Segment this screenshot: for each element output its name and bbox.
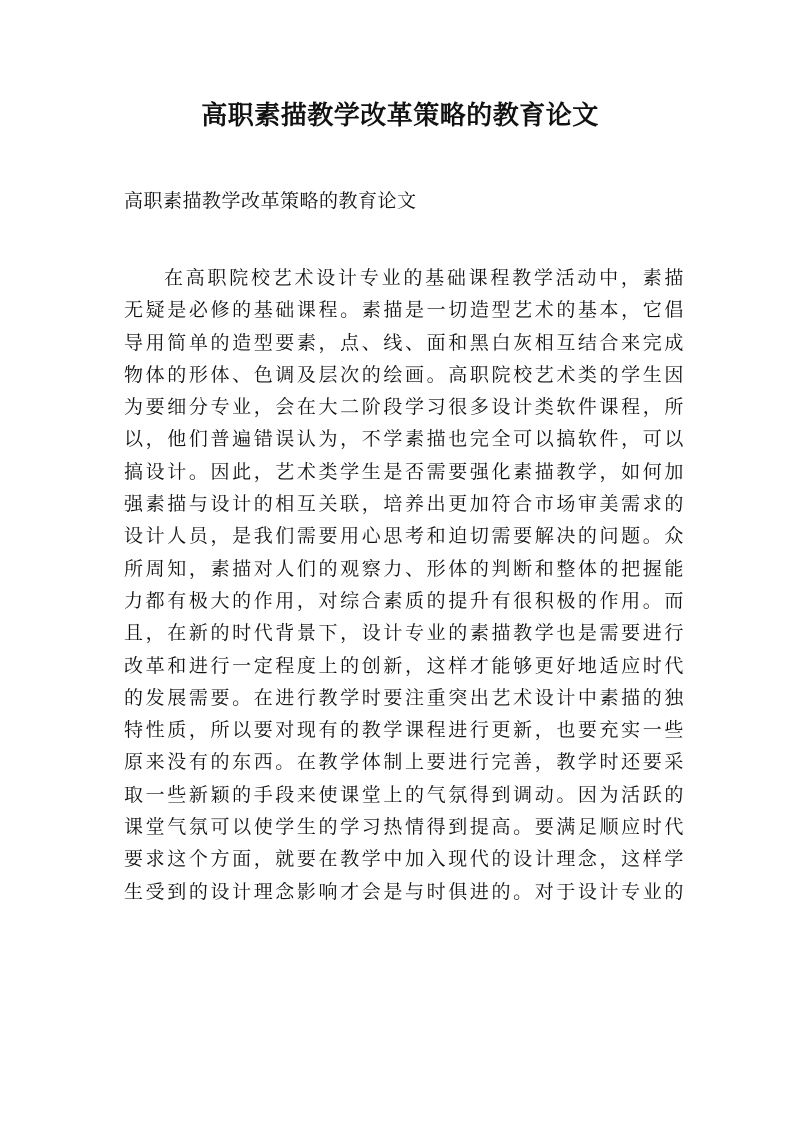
paragraph-line: 所周知，素描对人们的观察力、形体的判断和整体的把握能 bbox=[124, 557, 684, 580]
paragraph-line: 生受到的设计理念影响才会是与时俱进的。对于设计专业的 bbox=[124, 880, 684, 903]
paragraph-line: 为要细分专业，会在大二阶段学习很多设计类软件课程，所 bbox=[124, 396, 684, 419]
document-subtitle: 高职素描教学改革策略的教育论文 bbox=[124, 190, 417, 212]
document-title: 高职素描教学改革策略的教育论文 bbox=[201, 101, 599, 131]
paragraph-line: 搞设计。因此，艺术类学生是否需要强化素描教学，如何加 bbox=[124, 460, 684, 483]
paragraph-line: 课堂气氛可以使学生的学习热情得到提高。要满足顺应时代 bbox=[124, 816, 684, 839]
paragraph-line: 强素描与设计的相互关联，培养出更加符合市场审美需求的 bbox=[124, 493, 684, 516]
paragraph-line: 要求这个方面，就要在教学中加入现代的设计理念，这样学 bbox=[124, 848, 684, 871]
paragraph-line: 导用简单的造型要素，点、线、面和黑白灰相互结合来完成 bbox=[124, 331, 684, 354]
paragraph-line: 特性质，所以要对现有的教学课程进行更新，也要充实一些 bbox=[124, 719, 684, 742]
paragraph-line: 物体的形体、色调及层次的绘画。高职院校艺术类的学生因 bbox=[124, 363, 684, 386]
paragraph-line: 以，他们普遍错误认为，不学素描也完全可以搞软件，可以 bbox=[124, 428, 684, 451]
paragraph-line: 原来没有的东西。在教学体制上要进行完善，教学时还要采 bbox=[124, 751, 684, 774]
paragraph-line: 设计人员，是我们需要用心思考和迫切需要解决的问题。众 bbox=[124, 525, 684, 548]
paragraph-line: 无疑是必修的基础课程。素描是一切造型艺术的基本，它倡 bbox=[124, 299, 684, 322]
body-paragraph bbox=[124, 262, 684, 908]
paragraph-line: 取一些新颖的手段来使课堂上的气氛得到调动。因为活跃的 bbox=[124, 783, 684, 806]
paragraph-line: 在高职院校艺术设计专业的基础课程教学活动中，素描 bbox=[164, 267, 684, 289]
paragraph-line: 的发展需要。在进行教学时要注重突出艺术设计中素描的独 bbox=[124, 686, 684, 709]
paragraph-line: 力都有极大的作用，对综合素质的提升有很积极的作用。而 bbox=[124, 589, 684, 612]
paragraph-line: 且，在新的时代背景下，设计专业的素描教学也是需要进行 bbox=[124, 622, 684, 645]
paragraph-line: 改革和进行一定程度上的创新，这样才能够更好地适应时代 bbox=[124, 654, 684, 677]
